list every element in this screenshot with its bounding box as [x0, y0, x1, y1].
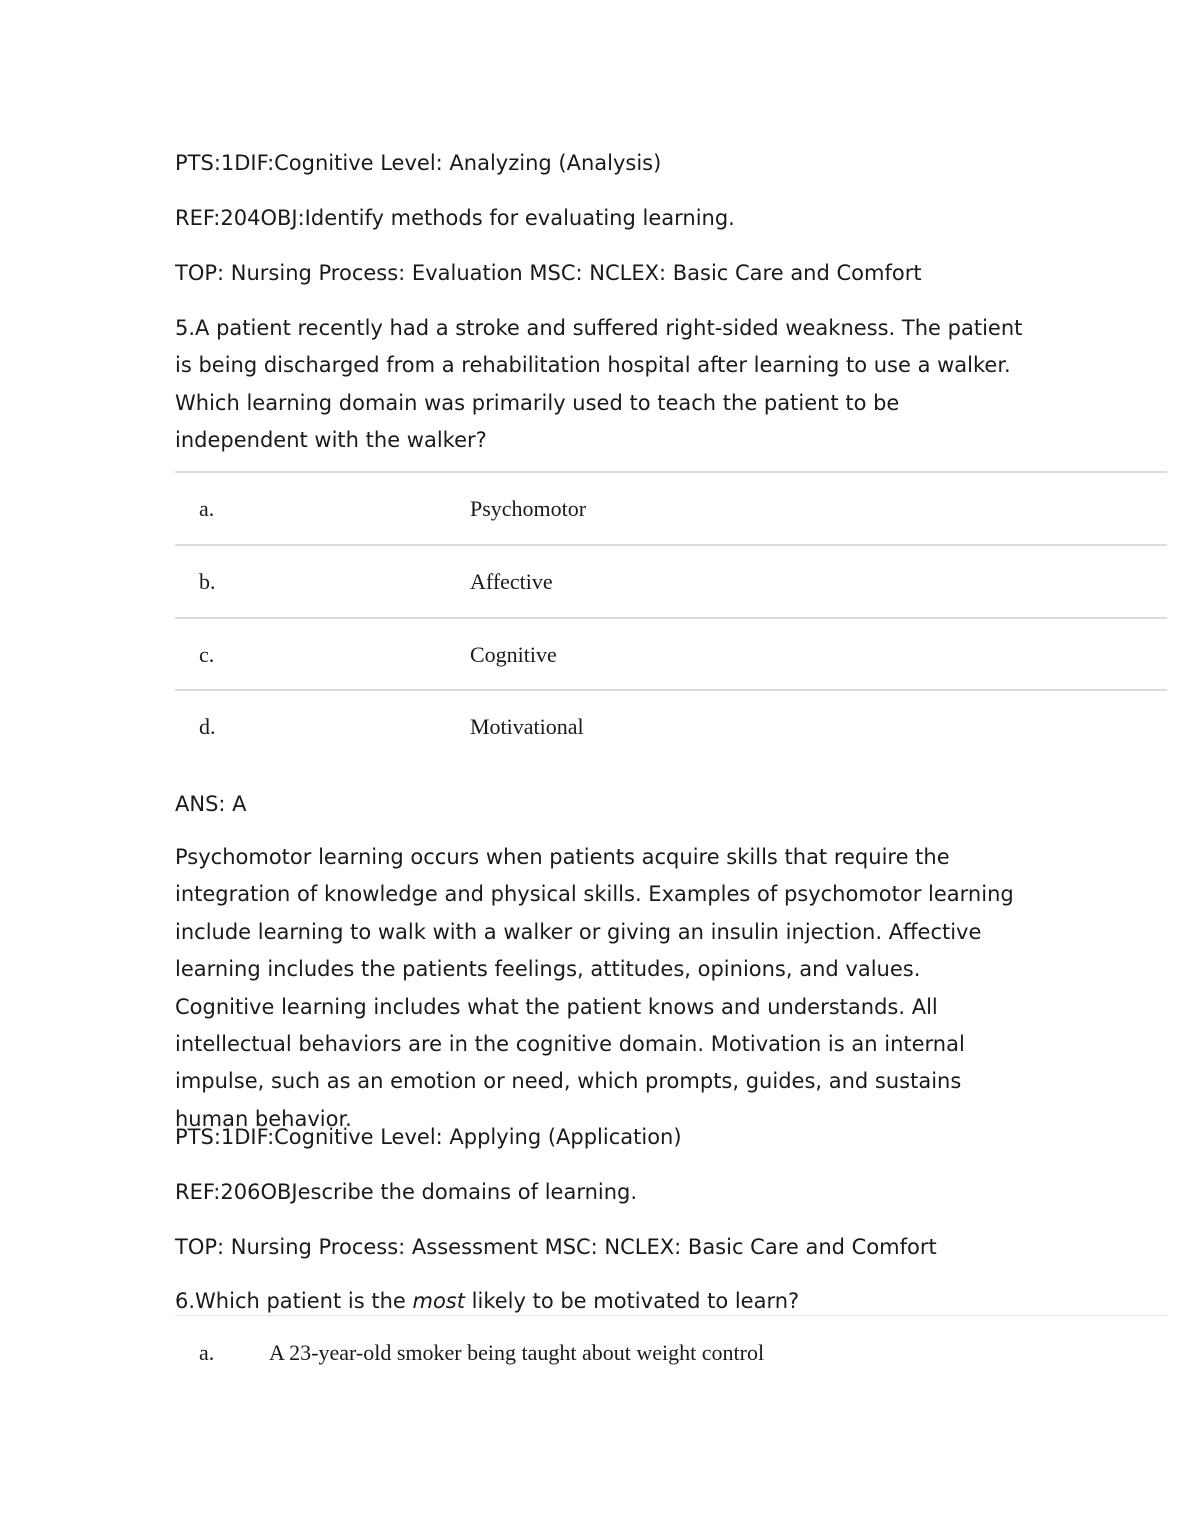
option-divider [175, 689, 1167, 691]
q5-pts-line: PTS:1DIF:Cognitive Level: Applying (Application) [175, 1125, 682, 1149]
q5-top-line: TOP: Nursing Process: Assessment MSC: NCLEX: Basic Care and Comfort [175, 1235, 937, 1259]
option-divider [175, 617, 1167, 619]
q5-option-c [175, 640, 1167, 670]
option-text: Psychomotor [470, 496, 587, 521]
option-letter: a. [199, 1340, 215, 1365]
q5-ref-line: REF:206OBJescribe the domains of learning. [175, 1180, 638, 1204]
q5-answer: ANS: A [175, 792, 247, 816]
q4-pts-line: PTS:1DIF:Cognitive Level: Analyzing (Analysis) [175, 151, 662, 175]
q6-stem-after: likely to be motivated to learn? [464, 1289, 800, 1313]
q6-stem [175, 1288, 799, 1314]
q6-stem-emphasis: most [412, 1289, 465, 1313]
q5-option-d [175, 712, 1167, 742]
option-text: A 23-year-old smoker being taught about weight control [269, 1340, 765, 1365]
q5-option-a [175, 494, 1167, 524]
q5-options-top-rule [175, 471, 1167, 473]
q6-options-top-rule [175, 1315, 1167, 1316]
option-text: Cognitive [470, 642, 557, 667]
option-text: Motivational [470, 714, 584, 739]
q4-ref-line: REF:204OBJ:Identify methods for evaluating learning. [175, 206, 735, 230]
q6-option-a [175, 1338, 1167, 1368]
option-letter: b. [199, 569, 216, 594]
q5-rationale: Psychomotor learning occurs when patients acquire skills that require the integration of knowledge and physical skills. Examples of psychomotor learning include learning to walk with a walker or giving an insulin injection. Affective learning includes the patients feelings, attitudes, opinions, and values. Cognitive learning includes what the patient knows and understands. All intellectual behaviors are in the cognitive domain. Motivation is an internal impulse, such as an emotion or need, which prompts, guides, and sustains human behavior. [175, 845, 1014, 1131]
q6-stem-before: 6.Which patient is the [175, 1289, 413, 1313]
option-text: Affective [470, 569, 553, 594]
option-letter: a. [199, 496, 215, 521]
option-divider [175, 544, 1167, 546]
option-letter: c. [199, 642, 215, 667]
q5-stem: 5.A patient recently had a stroke and suffered right-sided weakness. The patient is being discharged from a rehabilitation hospital after learning to use a walker. Which learning domain was primarily used to teach the patient to be independent with the walker? [175, 316, 1023, 453]
q4-top-line: TOP: Nursing Process: Evaluation MSC: NCLEX: Basic Care and Comfort [175, 261, 922, 285]
option-letter: d. [199, 714, 216, 739]
q5-option-b [175, 567, 1167, 597]
